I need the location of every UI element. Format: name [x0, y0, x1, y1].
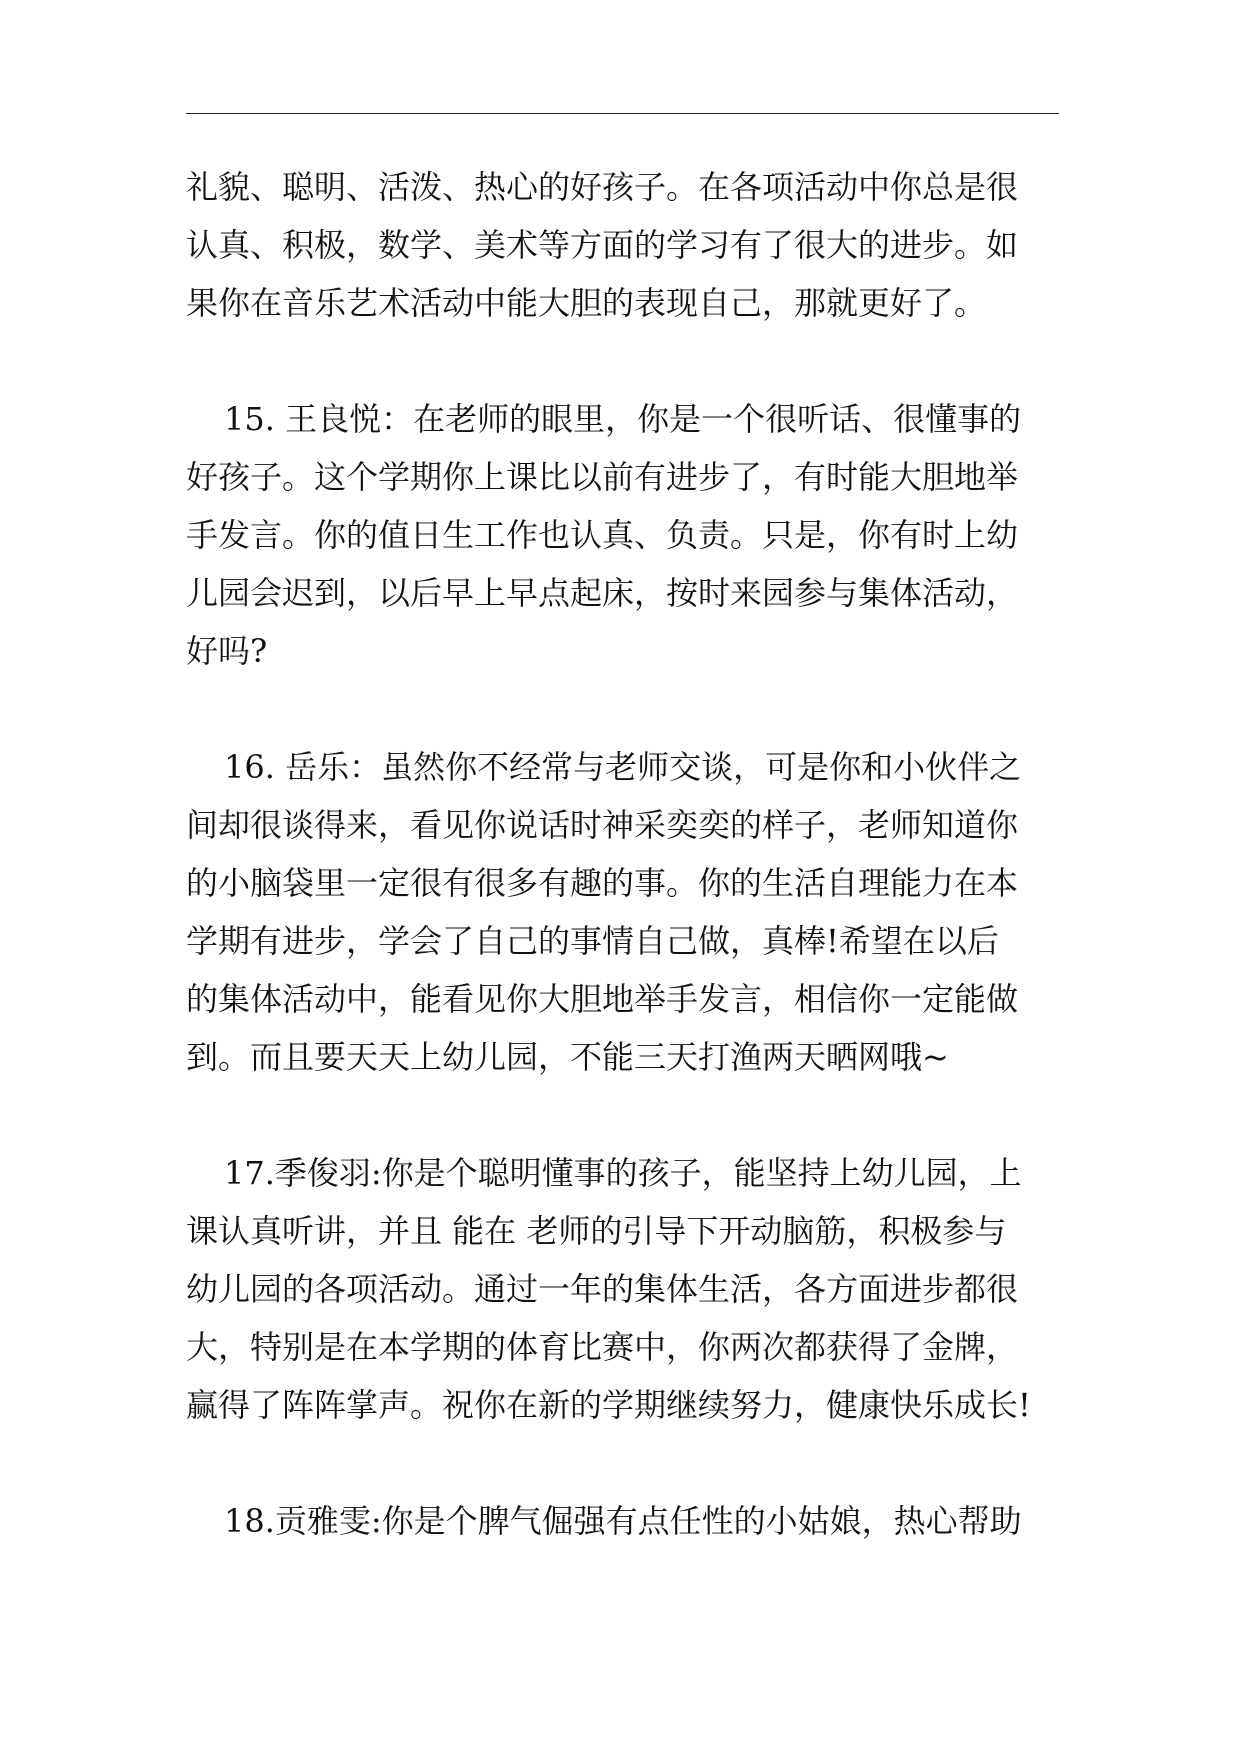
- text-line: 好吗?: [186, 632, 268, 670]
- text-line: 好孩子。这个学期你上课比以前有进步了，有时能大胆地举: [186, 458, 1019, 496]
- text-line: 的小脑袋里一定很有很多有趣的事。你的生活自理能力在本: [186, 864, 1019, 902]
- text-line: 16. 岳乐：虽然你不经常与老师交谈，可是你和小伙伴之: [224, 748, 1022, 786]
- text-line: 手发言。你的值日生工作也认真、负责。只是，你有时上幼: [186, 516, 1019, 554]
- text-line: 的集体活动中，能看见你大胆地举手发言，相信你一定能做: [186, 980, 1019, 1018]
- text-line: 幼儿园的各项活动。通过一年的集体生活，各方面进步都很: [186, 1270, 1019, 1308]
- document-body: [186, 158, 1059, 1608]
- text-line: 18.贡雅雯:你是个脾气倔强有点任性的小姑娘，热心帮助: [224, 1502, 1022, 1540]
- header-rule: [186, 113, 1059, 114]
- text-line: 15. 王良悦：在老师的眼里，你是一个很听话、很懂事的: [224, 400, 1022, 438]
- text-line: 认真、积极，数学、美术等方面的学习有了很大的进步。如: [186, 226, 1019, 264]
- text-line: 到。而且要天天上幼儿园，不能三天打渔两天晒网哦~: [186, 1038, 949, 1076]
- text-line: 儿园会迟到，以后早上早点起床，按时来园参与集体活动，: [186, 574, 1019, 612]
- text-line: 赢得了阵阵掌声。祝你在新的学期继续努力，健康快乐成长!: [186, 1386, 1031, 1424]
- text-line: 课认真听讲，并且 能在 老师的引导下开动脑筋，积极参与: [186, 1212, 1007, 1250]
- paragraph-16: [186, 738, 1059, 1086]
- paragraph-17: [186, 1144, 1059, 1434]
- text-line: 学期有进步，学会了自己的事情自己做，真棒!希望在以后: [186, 922, 999, 960]
- paragraph-15: [186, 390, 1059, 680]
- paragraph-18: [186, 1492, 1059, 1550]
- paragraph-continuation: [186, 158, 1059, 332]
- text-line: 间却很谈得来，看见你说话时神采奕奕的样子，老师知道你: [186, 806, 1019, 844]
- text-line: 17.季俊羽:你是个聪明懂事的孩子，能坚持上幼儿园，上: [224, 1154, 1022, 1192]
- text-line: 礼貌、聪明、活泼、热心的好孩子。在各项活动中你总是很: [186, 168, 1019, 206]
- text-line: 大，特别是在本学期的体育比赛中，你两次都获得了金牌，: [186, 1328, 1019, 1366]
- text-line: 果你在音乐艺术活动中能大胆的表现自己，那就更好了。: [186, 284, 987, 322]
